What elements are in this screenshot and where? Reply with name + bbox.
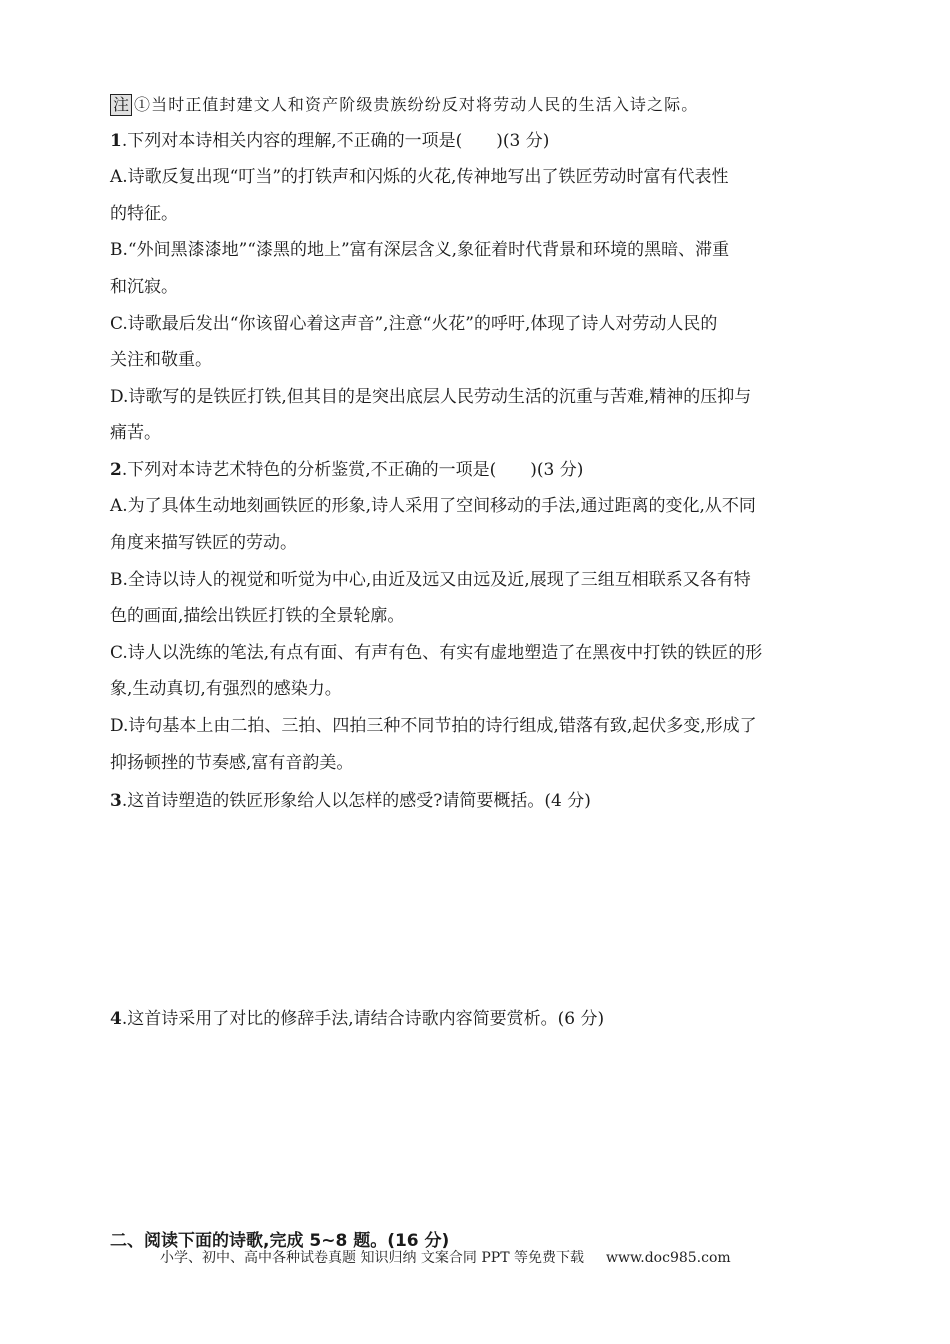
question-4-stem: 4.这首诗采用了对比的修辞手法,请结合诗歌内容简要赏析。(6 分) [110,1009,605,1029]
q1-option-d-line1: D.诗歌写的是铁匠打铁,但其目的是突出底层人民劳动生活的沉重与苦难,精神的压抑与 [110,387,752,407]
q1-option-a-line2: 的特征。 [110,204,178,224]
footnote [110,93,845,117]
question-number: 2 [110,460,122,480]
q1-option-c-line2: 关注和敬重。 [110,350,212,370]
q2-option-c-line1: C.诗人以洗练的笔法,有点有面、有声有色、有实有虚地塑造了在黑夜中打铁的铁匠的形 [110,643,763,663]
page-footer [160,1247,731,1267]
footer-site-link[interactable]: www.doc985.com [605,1250,731,1266]
question-number: 4 [110,1009,122,1029]
note-text: ①当时正值封建文人和资产阶级贵族纷纷反对将劳动人民的生活入诗之际。 [134,95,699,114]
q2-option-a-line1: A.为了具体生动地刻画铁匠的形象,诗人采用了空间移动的手法,通过距离的变化,从不同 [110,496,756,516]
q2-option-c-line2: 象,生动真切,有强烈的感染力。 [110,679,342,699]
note-label: 注 [110,94,132,116]
q2-option-b-line2: 色的画面,描绘出铁匠打铁的全景轮廓。 [110,606,405,626]
q2-option-d-line2: 抑扬顿挫的节奏感,富有音韵美。 [110,753,354,773]
q1-option-d-line2: 痛苦。 [110,423,161,443]
q1-option-b-line2: 和沉寂。 [110,277,178,297]
question-number: 1 [110,131,122,151]
q4-answer-space[interactable] [110,1040,845,1215]
question-number: 3 [110,791,122,811]
q2-option-d-line1: D.诗句基本上由二拍、三拍、四拍三种不同节拍的诗行组成,错落有致,起伏多变,形成了 [110,716,757,736]
q2-option-b-line1: B.全诗以诗人的视觉和听觉为中心,由近及远又由远及近,展现了三组互相联系又各有特 [110,570,751,590]
q1-option-a-line1: A.诗歌反复出现“叮当”的打铁声和闪烁的火花,传神地写出了铁匠劳动时富有代表性 [110,167,729,187]
q1-option-c-line1: C.诗歌最后发出“你该留心着这声音”,注意“火花”的呼吁,体现了诗人对劳动人民的 [110,314,718,334]
q2-option-a-line2: 角度来描写铁匠的劳动。 [110,533,297,553]
q3-answer-space[interactable] [110,820,845,1000]
question-1-stem: 1.下列对本诗相关内容的理解,不正确的一项是( )(3 分) [110,131,550,151]
section-2-heading: 二、阅读下面的诗歌,完成 5~8 题。(16 分) [110,1231,450,1251]
footer-text: 小学、初中、高中各种试卷真题 知识归纳 文案合同 PPT 等免费下载 [160,1250,584,1266]
question-3-stem: 3.这首诗塑造的铁匠形象给人以怎样的感受?请简要概括。(4 分) [110,791,591,811]
question-2-stem: 2.下列对本诗艺术特色的分析鉴赏,不正确的一项是( )(3 分) [110,460,584,480]
q1-option-b-line1: B.“外间黑漆漆地”“漆黑的地上”富有深层含义,象征着时代背景和环境的黑暗、滞重 [110,240,730,260]
